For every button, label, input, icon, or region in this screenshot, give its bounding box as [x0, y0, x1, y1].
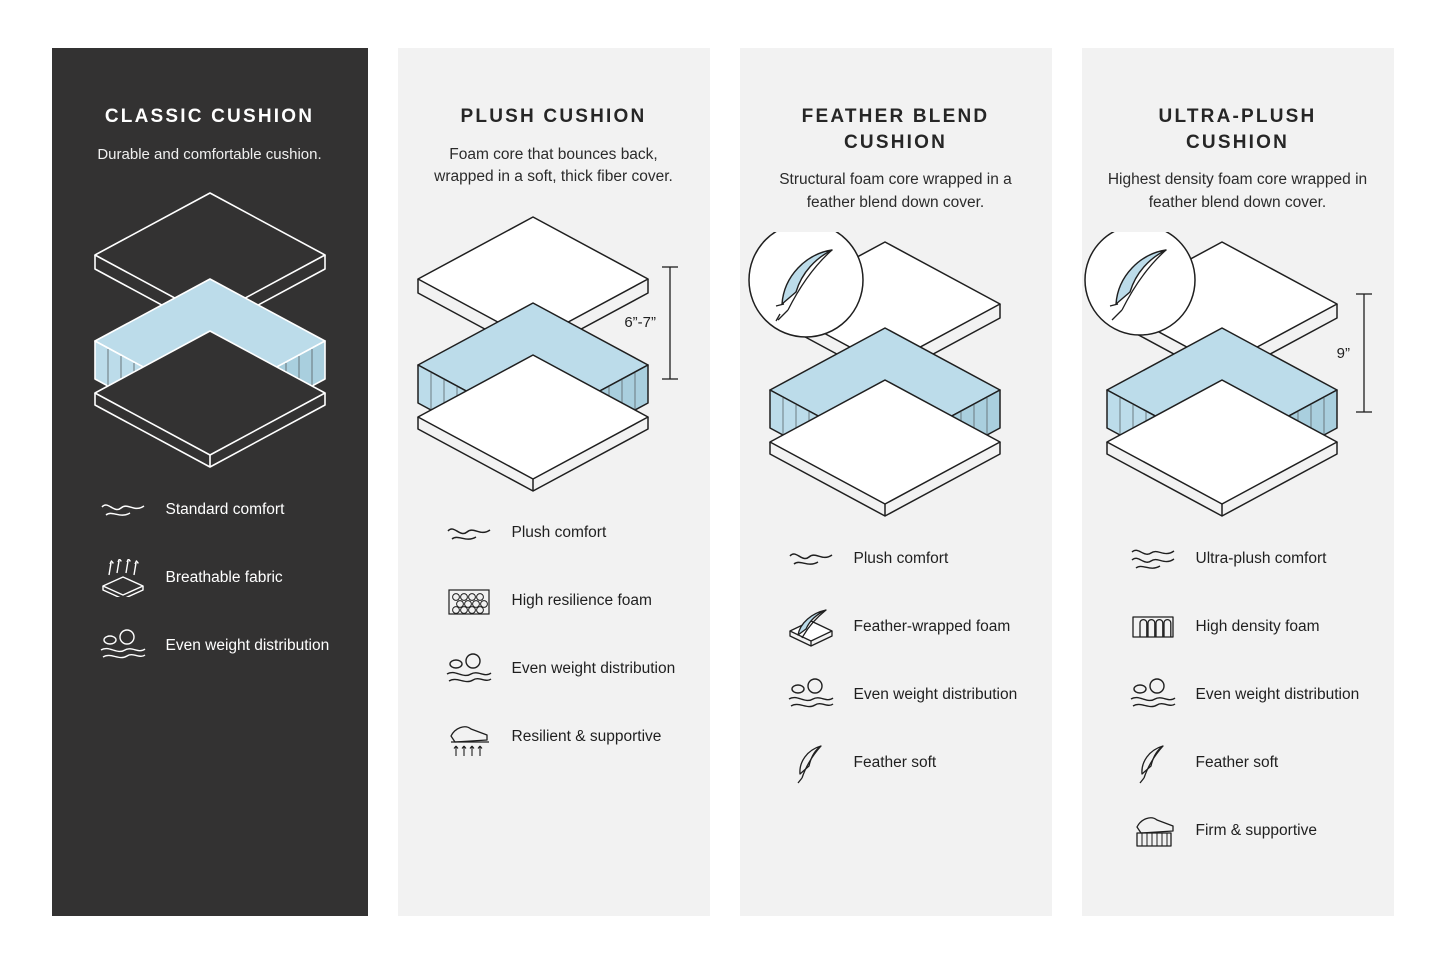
card-description: Structural foam core wrapped in a feather blend down cover. [779, 171, 1012, 211]
card-feather-blend-cushion [740, 48, 1052, 916]
weight-distribution-icon [1126, 674, 1180, 716]
feature-item [740, 674, 1052, 716]
feather-badge-icon [749, 232, 863, 337]
measurement-label: 9” [1336, 345, 1350, 363]
card-description: Foam core that bounces back, wrapped in a soft, thick fiber cover. [434, 145, 673, 186]
wave-icon [1126, 538, 1180, 580]
feature-item [52, 489, 368, 531]
feature-label: Standard comfort [165, 501, 285, 519]
feature-label: Resilient & supportive [511, 728, 662, 746]
feature-item [740, 742, 1052, 784]
feature-label: Even weight distribution [165, 637, 330, 655]
weight-distribution-icon [784, 674, 838, 716]
feature-label: Firm & supportive [1195, 821, 1317, 839]
feature-item [398, 513, 710, 555]
feature-item [740, 538, 1052, 580]
feature-list [52, 483, 368, 667]
feature-label: Plush comfort [511, 524, 607, 542]
card-title: CLASSIC CUSHION [104, 106, 315, 127]
honeycomb-foam-icon [442, 581, 496, 623]
feature-label: Feather-wrapped foam [853, 617, 1011, 635]
feather-icon [1126, 742, 1180, 784]
cushion-layer-diagram [1082, 232, 1394, 532]
breathable-fabric-icon [96, 557, 150, 599]
feature-list [1082, 532, 1394, 852]
resilient-support-icon [442, 717, 496, 759]
cushion-layer-diagram [398, 207, 710, 507]
feature-label: Even weight distribution [853, 685, 1018, 703]
feather-icon [784, 742, 838, 784]
card-description: Durable and comfortable cushion. [97, 145, 322, 163]
wave-icon [96, 489, 150, 531]
feature-item [1082, 538, 1394, 580]
card-title: FEATHER BLEND CUSHION [801, 106, 990, 153]
cushion-layer-diagram [740, 232, 1052, 532]
feature-list [398, 507, 710, 759]
feature-item [52, 625, 368, 667]
feature-item [1082, 742, 1394, 784]
card-plush-cushion [398, 48, 710, 916]
feature-item [398, 581, 710, 623]
feature-item [398, 649, 710, 691]
feature-label: Plush comfort [853, 549, 949, 567]
card-ultra-plush-cushion [1082, 48, 1394, 916]
feature-label: Feather soft [1195, 753, 1279, 771]
feature-item [52, 557, 368, 599]
feather-wrapped-foam-icon [784, 606, 838, 648]
feature-label: Ultra-plush comfort [1195, 549, 1327, 567]
feature-list [740, 532, 1052, 784]
weight-distribution-icon [442, 649, 496, 691]
feature-label: High density foam [1195, 617, 1320, 635]
weight-distribution-icon [96, 625, 150, 667]
feature-item [1082, 810, 1394, 852]
feature-label: High resilience foam [511, 592, 652, 610]
feature-label: Breathable fabric [165, 569, 283, 587]
feature-item [1082, 606, 1394, 648]
feather-badge-icon [1085, 232, 1195, 335]
feature-item [1082, 674, 1394, 716]
feature-label: Even weight distribution [511, 660, 676, 678]
measurement-label: 6”-7” [623, 313, 656, 331]
card-classic-cushion [52, 48, 368, 916]
firm-support-icon [1126, 810, 1180, 852]
feature-item [740, 606, 1052, 648]
card-description: Highest density foam core wrapped in feather blend down cover. [1107, 171, 1368, 211]
feature-item [398, 717, 710, 759]
feature-label: Even weight distribution [1195, 685, 1360, 703]
wave-icon [784, 538, 838, 580]
high-density-foam-icon [1126, 606, 1180, 648]
feature-label: Feather soft [853, 753, 937, 771]
card-title: PLUSH CUSHION [460, 106, 647, 127]
wave-icon [442, 513, 496, 555]
cushion-layer-diagram [52, 183, 368, 483]
card-title: ULTRA-PLUSH CUSHION [1158, 106, 1317, 153]
